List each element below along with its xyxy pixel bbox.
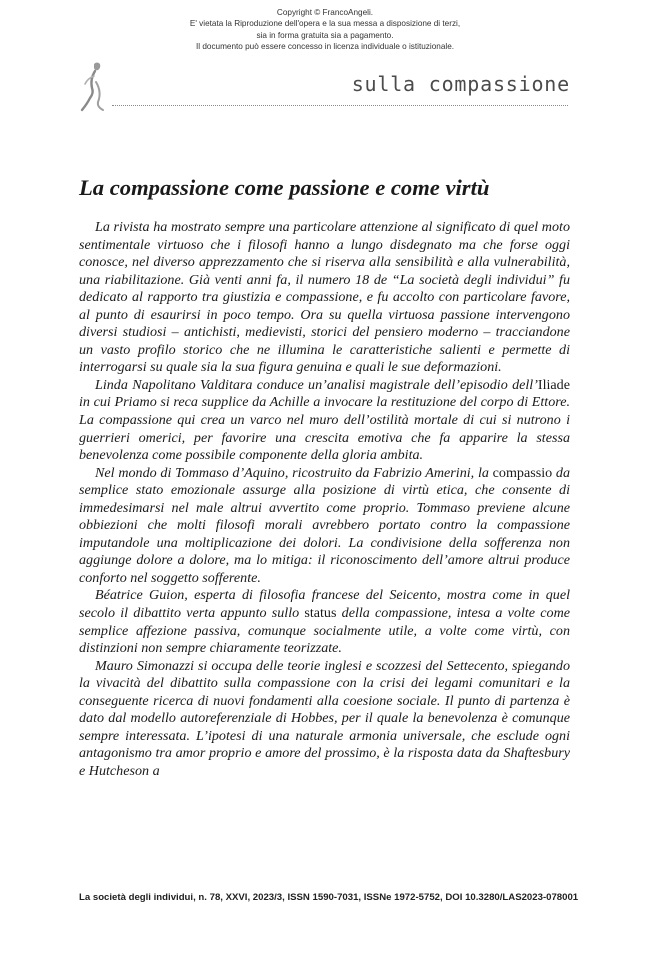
journal-citation: La società degli individui, n. 78, XXVI, 2023/3, ISSN 1590-7031, ISSNe 1972-5752, DOI 10.3280/LAS2023-078001 [79, 892, 579, 903]
copyright-line: sia in forma gratuita sia a pagamento. [256, 30, 394, 40]
latin-term: compassio [492, 464, 553, 481]
copyright-line: Copyright © FrancoAngeli. [276, 8, 374, 17]
section-header [74, 58, 574, 114]
paragraph-text: Linda Napolitano Valditara conduce un’analisi magistrale dell’episodio dell’ [95, 376, 538, 393]
section-title: sulla compassione [351, 72, 570, 96]
paragraph-text: Nel mondo di Tommaso d’Aquino, ricostruito da Fabrizio Amerini, la [95, 464, 493, 481]
paragraph-text: da semplice stato emozionale assurge alla posizione di virtù etica, che consente di immedesimarsi nel male altrui avvertito come proprio. Tommaso previene alcune obbiezioni che molti filosofi morali avrebbero portato contro la compassione imputandole una moltiplicazione dei dolori. La condivisione della sofferenza non aggiunge dolore a dolore, ma lo mitiga: il riconoscimento dell’amore altrui produce conforto nel soggetto sofferente. [79, 464, 570, 586]
copyright-line: Il documento può essere concesso in licenza individuale o istituzionale. [195, 42, 455, 52]
article-title: La compassione come passione e come virtù [79, 175, 490, 200]
article-body [79, 219, 570, 781]
copyright-line: E' vietata la Riproduzione dell'opera e la sua messa a disposizione di terzi, [189, 19, 461, 29]
copyright-notice [0, 7, 650, 53]
paragraph: La rivista ha mostrato sempre una particolare attenzione al significato di quel moto sentimentale virtuoso che i filosofi hanno a lungo disdegnato ma che forse oggi conosce, nel diverso apprezzamento che si riserva alla sensibilità e alla vulnerabilità, una riabilitazione. Già venti anni fa, il numero 18 de “La società degli individui” fu dedicato al rapporto tra giustizia e compassione, e fu accolto con particolare favore, al punto di esaurirsi in poco tempo. Ora su quella virtuosa passione intervengono diversi studiosi – antichisti, medievisti, storici del pensiero moderno – tracciandone un vasto profilo storico che ne illumina le caratteristiche salienti e permette di interrogarsi su quale sia la sua figura genuina e quali le sue deformazioni. [79, 219, 570, 376]
work-title: Iliade [537, 376, 570, 393]
paragraph-text: in cui Priamo si reca supplice da Achille a invocare la restituzione del corpo di Ettore. La compassione qui crea un varco nel muro dell’ostilità mortale di cui si nutrono i guerrieri omerici, per favorire una crescita emotiva che fa apparire la stessa benevolenza come possibile componente della gloria ambita. [79, 394, 570, 464]
paragraph-text: Béatrice Guion, esperta di filosofia francese del Seicento, mostra come in quel secolo il dibattito verta appunto sullo [79, 587, 570, 622]
paragraph-text: della compassione, intesa a volte come semplice affezione passiva, comunque socialmente utile, a volte come virtù, con distinzioni non sempre chiaramente teorizzate. [79, 605, 570, 657]
paragraph [79, 377, 570, 465]
paragraph: Mauro Simonazzi si occupa delle teorie inglesi e scozzesi del Settecento, spiegando la vivacità del dibattito sulla compassione con la crisi dei legami comunitari e la conseguente ricerca di nuovi fondamenti alla coesione sociale. Il punto di partenza è dato dal modello autoreferenziale di Hobbes, per il quale la benevolenza è comunque sempre interessata. L’ipotesi di una naturale armonia universale, che esclude ogni antagonismo tra amor proprio e amore del prossimo, è la risposta data da Shaftesbury e Hutcheson a [79, 657, 570, 779]
paragraph [79, 465, 570, 588]
standing-figure-icon [80, 60, 112, 112]
header-rule [112, 105, 568, 106]
latin-term: status [304, 605, 337, 622]
paragraph [79, 587, 570, 657]
